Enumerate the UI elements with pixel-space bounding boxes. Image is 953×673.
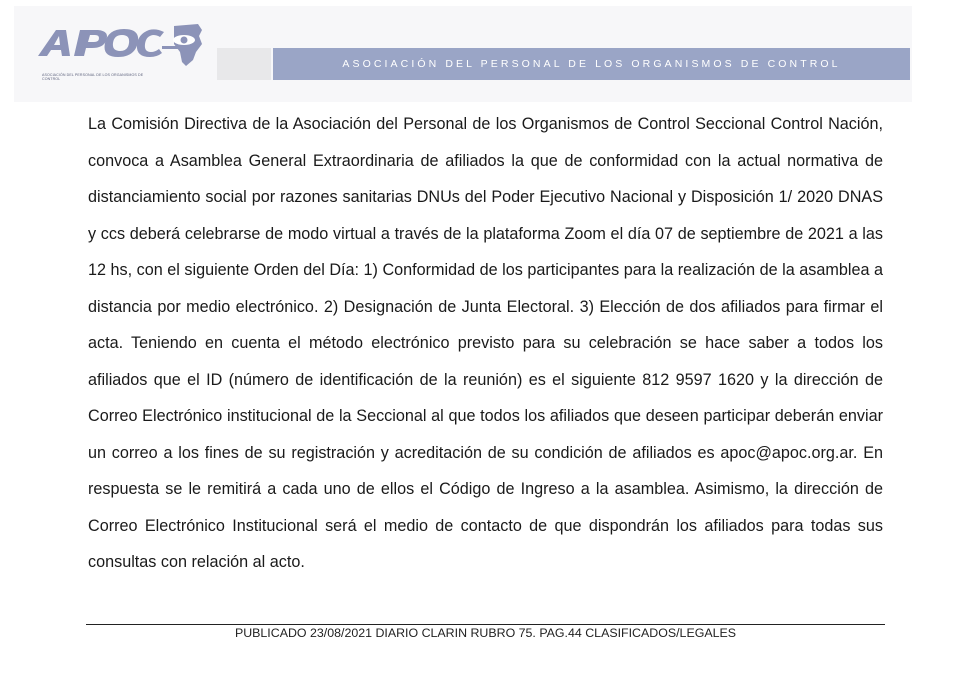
letterhead xyxy=(14,6,912,102)
announcement-paragraph: La Comisión Directiva de la Asociación del Personal de los Organismos de Control Seccional Control Nación, convoca a Asamblea General Extraordinaria de afiliados la que de conformidad con la actual normativa de distanciamiento social por razones sanitarias DNUs del Poder Ejecutivo Nacional y Disposición 1/ 2020 DNAS y ccs deberá celebrarse de modo virtual a través de la plataforma Zoom el día 07 de septiembre de 2021 a las 12 hs, con el siguiente Orden del Día: 1) Conformidad de los participantes para la realización de la asamblea a distancia por medio electrónico. 2) Designación de Junta Electoral. 3) Elección de dos afiliados para firmar el acta. Teniendo en cuenta el método electrónico previsto para su celebración se hace saber a todos los afiliados que el ID (número de identificación de la reunión) es el siguiente 812 9597 1620 y la dirección de Correo Electrónico institucional de la Seccional al que todos los afiliados que deseen participar deberán enviar un correo a los fines de su registración y acreditación de su condición de afiliados es apoc@apoc.org.ar. En respuesta se le remitirá a cada uno de ellos el Código de Ingreso a la asamblea. Asimismo, la dirección de Correo Electrónico Institucional será el medio de contacto de que dispondrán los afiliados para todas sus consultas con relación al acto. xyxy=(88,115,883,571)
banner-title: ASOCIACIÓN DEL PERSONAL DE LOS ORGANISMOS DE CONTROL xyxy=(342,58,841,70)
banner-left-strip xyxy=(217,48,271,80)
footer-rule xyxy=(86,624,885,625)
apoc-logo xyxy=(36,22,206,92)
logo-caption: ASOCIACIÓN DEL PERSONAL DE LOS ORGANISMOS DE CONTROL xyxy=(42,73,144,82)
publication-note: PUBLICADO 23/08/2021 DIARIO CLARIN RUBRO 75. PAG.44 CLASIFICADOS/LEGALES xyxy=(234,626,737,640)
banner xyxy=(273,48,910,80)
